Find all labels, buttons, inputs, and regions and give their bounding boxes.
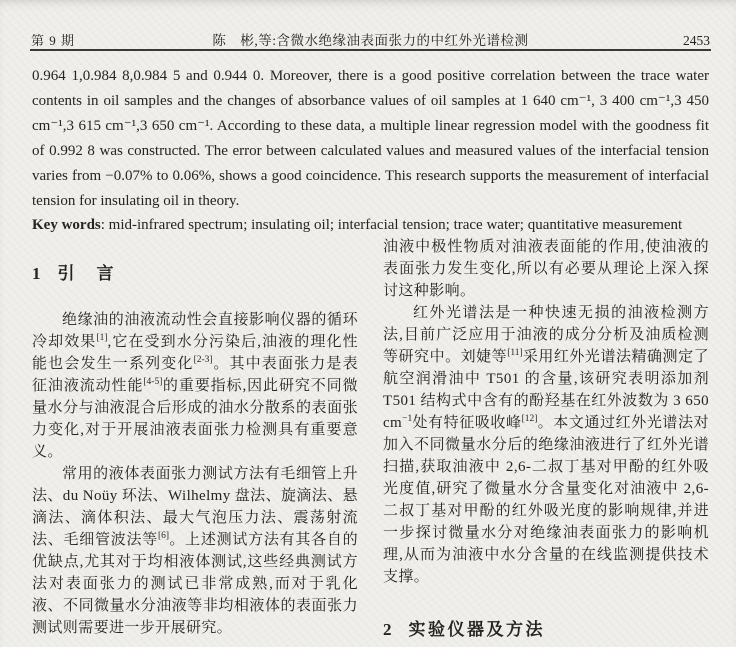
column-right — [383, 236, 709, 647]
running-title: 陈 彬,等:含微水绝缘油表面张力的中红外光谱检测 — [212, 33, 529, 48]
abstract-block — [32, 64, 709, 237]
infrared-paragraph: 红外光谱法是一种快速无损的油液检测方法,目前广泛应用于油液的成分分析及油质检测等研究中。刘婕等[11]采用红外光谱法精确测定了航空润滑油中 T501 的含量,该研究表明添加剂 T501 结构式中含有的酚羟基在红外波数为 3 650 $cm^{-1}$处有特征吸收峰[12]。本文通过红外光谱法对加入不同微量水分后的绝缘油液进行了红外光谱扫描,获取油液中 2,6-二叔丁基对甲酚的红外吸光度值,研究了微量水分含量变化对油液中 2,6-二叔丁基对甲酚的红外吸光度的影响规律,并进一步探讨微量水分对绝缘油表面张力的影响机理,从而为油液中水分含量的在线监测提供技术支撑。 — [383, 305, 709, 585]
section-heading-methods — [383, 618, 709, 642]
page-header — [31, 29, 710, 49]
abstract-text: 0.964 1,0.984 8,0.984 5 and 0.944 0. Moreover, there is a good positive correlation between the trace water contents in oil samples and the changes of absorbance values of oil samples at 1 640 cm⁻¹, 3 400 cm⁻¹,3 450 cm⁻¹,3 615 cm⁻¹,3 650 cm⁻¹. According to these data, a multiple linear regression model with the goodness fit of 0.992 8 was constructed. The error between calculated values and measured values of the interfacial tension varies from −0.07% to 0.06%, shows a good coincidence. This research supports the measurement of interfacial tension for insulating oil in theory. — [32, 68, 709, 209]
keywords-label: Key words — [32, 217, 101, 233]
keywords-text: mid-infrared spectrum; insulating oil; interfacial tension; trace water; quantitative measurement — [108, 217, 683, 233]
page-number: 2453 — [683, 33, 710, 48]
section-heading-intro — [32, 262, 358, 286]
keywords-line — [32, 214, 709, 237]
intro-paragraph-2: 常用的液体表面张力测试方法有毛细管上升法、du Noüy 环法、Wilhelmy 盘法、旋滴法、悬滴法、滴体积法、最大气泡压力法、震荡射流法、毛细管波法等[6]。上述测试方法有其各自的优缺点,尤其对于均相液体测试,这些经典测试方法对表面张力的测试已非常成熟,而对于乳化液、不同微量水分油液等非均相液体的表面张力测试则需要进一步开展研究。 — [32, 466, 358, 636]
section-number: 1 — [32, 264, 41, 283]
header-rule — [30, 49, 711, 51]
column-left — [32, 241, 358, 647]
intro-paragraph-1: 绝缘油的油液流动性会直接影响仪器的循环冷却效果[1],它在受到水分污染后,油液的理化性能也会发生一系列变化[2-3]。其中表面张力是表征油液流动性能[4-5]的重要指标,因此研究不同微量水分与油液混合后形成的油水分散系的表面张力变化,对于开展油液表面张力检测具有重要意义。 — [32, 312, 358, 460]
section-title: 引 言 — [57, 264, 116, 283]
keywords-separator: : — [100, 217, 109, 233]
section-number: 2 — [383, 620, 392, 639]
section-title: 实验仪器及方法 — [408, 620, 545, 639]
two-column-body — [32, 241, 709, 647]
continuation-paragraph: 油液中极性物质对油液表面能的作用,使油液的表面张力发生变化,所以有必要从理论上深入探讨这种影响。 — [383, 239, 709, 299]
issue-label: 第 9 期 — [31, 33, 76, 48]
